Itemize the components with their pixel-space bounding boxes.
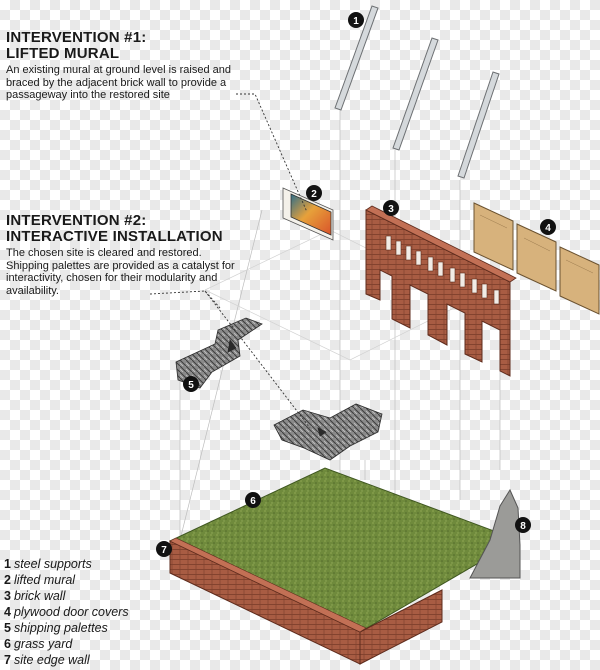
svg-text:4: 4 [545,223,551,234]
svg-text:2: 2 [311,189,317,200]
steel-supports [335,6,499,178]
intervention-2-title-line1: INTERVENTION #2: [6,212,147,229]
legend-item [4,572,129,588]
callout-3 [383,200,399,216]
legend-label: steel supports [13,557,92,571]
legend-label: brick wall [13,589,66,603]
callout-8 [515,517,531,533]
intervention-1-description: An existing mural at ground level is raised and braced by the adjacent brick wall to provide a passageway into the restored site [6,64,232,101]
callout-1 [348,12,364,28]
callout-6 [245,492,261,508]
legend-number: 4 [4,605,11,619]
legend-number: 6 [4,637,11,651]
svg-text:3: 3 [388,204,394,215]
intervention-2-block [6,213,266,297]
grass-yard [170,468,518,632]
legend-label: shipping palettes [13,621,108,635]
callout-7 [156,541,172,557]
legend-item [4,652,129,668]
legend-label: lifted mural [13,573,76,587]
legend-item [4,636,129,652]
legend-item [4,604,129,620]
legend-item [4,556,129,572]
intervention-2-description: The chosen site is cleared and restored. Shipping palettes are provided as a catalyst for interactivity, chosen for their modularity and availability. [6,247,235,297]
legend-item [4,620,129,636]
legend-number: 1 [4,557,11,571]
legend-number: 7 [4,653,11,667]
intervention-1-title-line2: LIFTED MURAL [6,45,120,62]
legend-label: plywood door covers [13,605,129,619]
intervention-1-title-line1: INTERVENTION #1: [6,29,147,46]
legend-label: site edge wall [13,653,90,667]
intervention-2-title-line2: INTERACTIVE INSTALLATION [6,228,223,245]
legend [4,556,129,668]
svg-text:1: 1 [353,16,359,27]
legend-label: grass yard [13,637,73,651]
legend-number: 5 [4,621,11,635]
svg-text:7: 7 [161,545,167,556]
svg-text:8: 8 [520,521,526,532]
callout-5 [183,376,199,392]
legend-item [4,588,129,604]
svg-text:6: 6 [250,496,256,507]
shipping-palettes [176,318,382,460]
callout-2 [306,185,322,201]
legend-number: 2 [4,573,11,587]
legend-number: 3 [4,589,11,603]
svg-text:5: 5 [188,380,194,391]
callout-4 [540,219,556,235]
intervention-1-block [6,30,266,102]
